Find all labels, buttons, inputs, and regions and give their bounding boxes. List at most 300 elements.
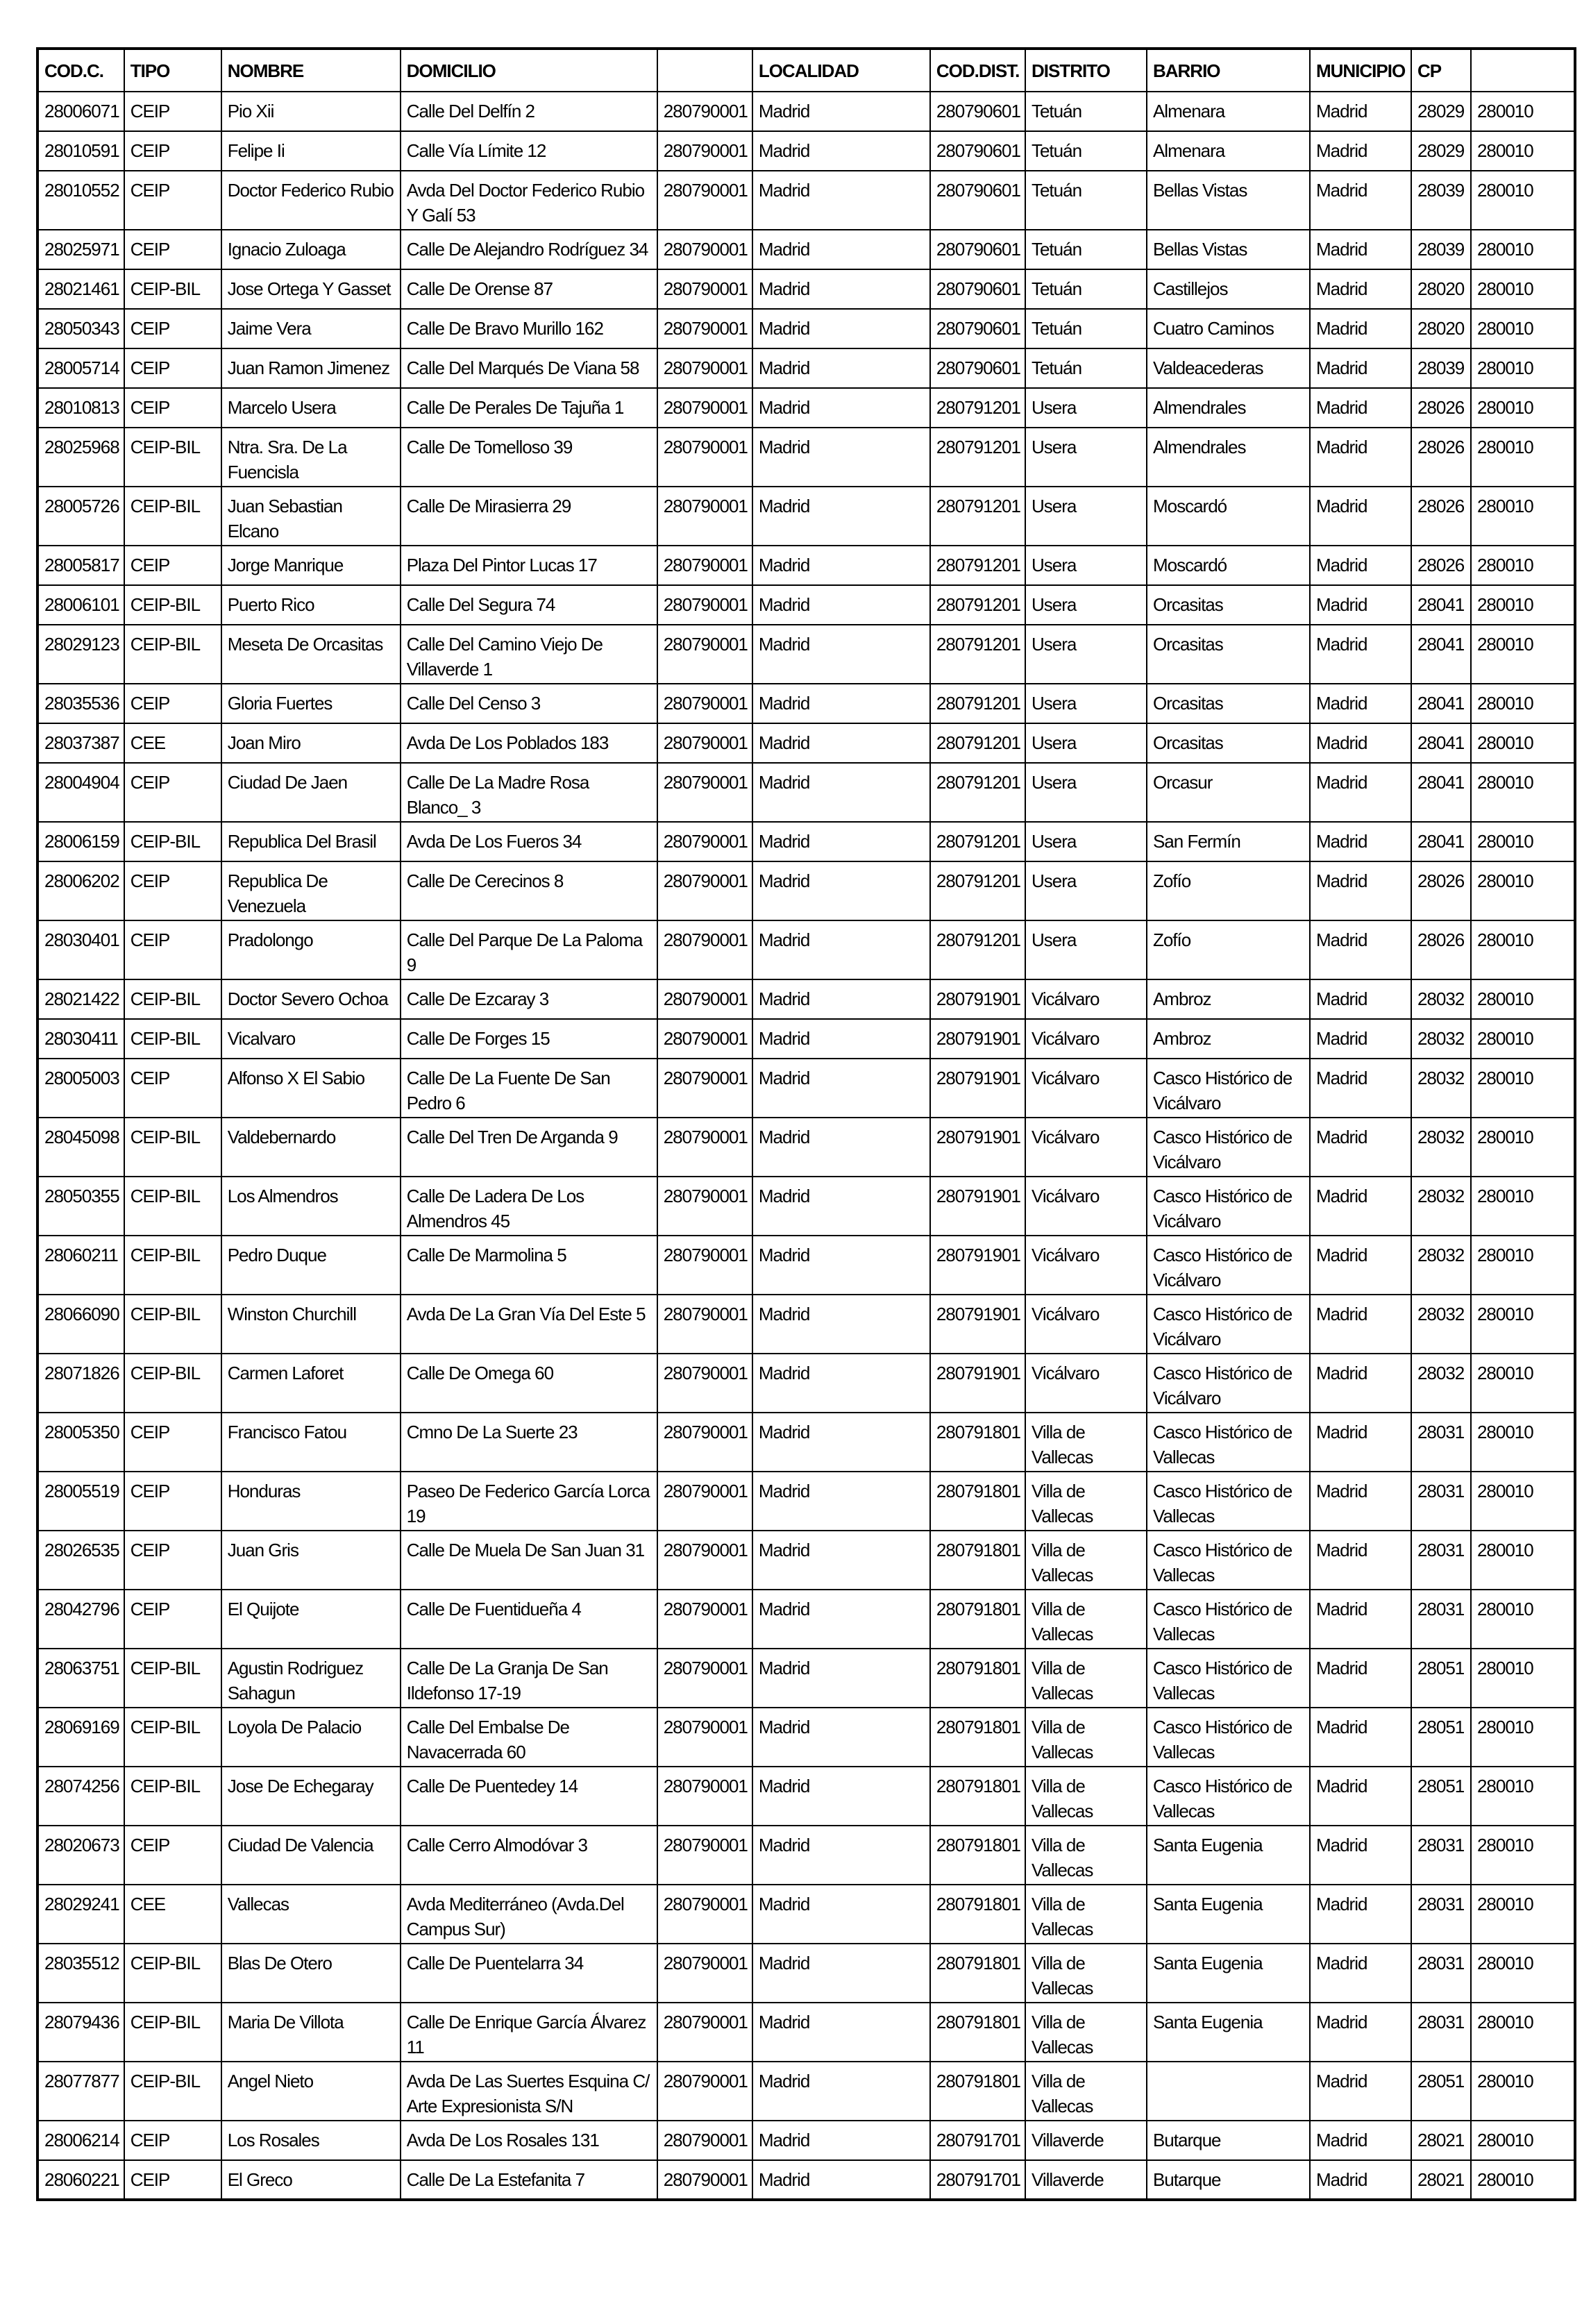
table-row: [37, 1767, 1575, 1826]
cell-cod_2: 280010: [1471, 1531, 1575, 1590]
cell-domicilio: Calle De La Madre Rosa Blanco_ 3: [401, 763, 657, 822]
cell-barrio: [1147, 2062, 1310, 2121]
cell-cp: 28031: [1411, 2003, 1471, 2062]
cell-cod_c: 28079436: [37, 2003, 124, 2062]
cell-nombre: Republica De Venezuela: [221, 861, 401, 920]
cell-cod_dist: 280791201: [930, 388, 1025, 428]
cell-tipo: CEIP: [124, 230, 221, 269]
cell-municipio: Madrid: [1310, 1236, 1411, 1295]
cell-barrio: Moscardó: [1147, 487, 1310, 546]
cell-domicilio: Cmno De La Suerte 23: [401, 1413, 657, 1472]
cell-distrito: Usera: [1025, 625, 1147, 684]
cell-domicilio: Calle De Alejandro Rodríguez 34: [401, 230, 657, 269]
cell-cod_2: 280010: [1471, 2003, 1575, 2062]
cell-barrio: Casco Histórico de Vallecas: [1147, 1767, 1310, 1826]
cell-nombre: Maria De Villota: [221, 2003, 401, 2062]
cell-distrito: Usera: [1025, 585, 1147, 625]
cell-barrio: Almenara: [1147, 131, 1310, 171]
cell-localidad: Madrid: [752, 428, 930, 487]
cell-municipio: Madrid: [1310, 723, 1411, 763]
cell-cod_local: 280790001: [657, 625, 752, 684]
cell-domicilio: Calle De Muela De San Juan 31: [401, 1531, 657, 1590]
cell-municipio: Madrid: [1310, 269, 1411, 309]
cell-nombre: Marcelo Usera: [221, 388, 401, 428]
cell-cod_dist: 280791901: [930, 1059, 1025, 1118]
table-row: [37, 171, 1575, 230]
cell-cod_c: 28050355: [37, 1177, 124, 1236]
cell-cod_dist: 280791801: [930, 1944, 1025, 2003]
cell-domicilio: Calle Del Tren De Arganda 9: [401, 1118, 657, 1177]
cell-cod_dist: 280791701: [930, 2121, 1025, 2160]
cell-cod_dist: 280791201: [930, 585, 1025, 625]
cell-tipo: CEIP: [124, 388, 221, 428]
cell-cod_c: 28005003: [37, 1059, 124, 1118]
cell-tipo: CEIP: [124, 1472, 221, 1531]
table-row: [37, 1177, 1575, 1236]
cell-domicilio: Calle De Ladera De Los Almendros 45: [401, 1177, 657, 1236]
cell-domicilio: Calle De Puentedey 14: [401, 1767, 657, 1826]
cell-cod_dist: 280791201: [930, 920, 1025, 979]
cell-cod_dist: 280791201: [930, 546, 1025, 585]
cell-localidad: Madrid: [752, 171, 930, 230]
cell-nombre: Los Rosales: [221, 2121, 401, 2160]
cell-barrio: Orcasitas: [1147, 723, 1310, 763]
cell-tipo: CEIP-BIL: [124, 1767, 221, 1826]
cell-cp: 28026: [1411, 861, 1471, 920]
cell-cod_2: 280010: [1471, 1354, 1575, 1413]
cell-cod_dist: 280791201: [930, 428, 1025, 487]
cell-distrito: Tetuán: [1025, 92, 1147, 131]
cell-cod_local: 280790001: [657, 1944, 752, 2003]
cell-nombre: Pio Xii: [221, 92, 401, 131]
cell-cod_local: 280790001: [657, 131, 752, 171]
cell-municipio: Madrid: [1310, 230, 1411, 269]
table-row: [37, 546, 1575, 585]
table-row: [37, 487, 1575, 546]
cell-localidad: Madrid: [752, 131, 930, 171]
column-header-domicilio: DOMICILIO: [401, 49, 657, 92]
cell-domicilio: Calle De Marmolina 5: [401, 1236, 657, 1295]
table-row: [37, 979, 1575, 1019]
cell-nombre: Angel Nieto: [221, 2062, 401, 2121]
cell-cod_c: 28020673: [37, 1826, 124, 1885]
cell-barrio: Casco Histórico de Vallecas: [1147, 1531, 1310, 1590]
cell-cod_2: 280010: [1471, 269, 1575, 309]
cell-municipio: Madrid: [1310, 309, 1411, 348]
cell-barrio: Almenara: [1147, 92, 1310, 131]
cell-municipio: Madrid: [1310, 1472, 1411, 1531]
cell-localidad: Madrid: [752, 1944, 930, 2003]
cell-cod_dist: 280791801: [930, 1472, 1025, 1531]
cell-domicilio: Calle De Omega 60: [401, 1354, 657, 1413]
cell-cod_dist: 280791801: [930, 1531, 1025, 1590]
cell-cod_c: 28006214: [37, 2121, 124, 2160]
cell-domicilio: Avda Del Doctor Federico Rubio Y Galí 53: [401, 171, 657, 230]
column-header-distrito: DISTRITO: [1025, 49, 1147, 92]
cell-localidad: Madrid: [752, 1708, 930, 1767]
cell-cod_local: 280790001: [657, 1472, 752, 1531]
cell-cod_c: 28050343: [37, 309, 124, 348]
cell-cod_local: 280790001: [657, 2160, 752, 2200]
cell-barrio: Casco Histórico de Vicálvaro: [1147, 1177, 1310, 1236]
column-header-blank-1: [657, 49, 752, 92]
cell-domicilio: Calle Del Camino Viejo De Villaverde 1: [401, 625, 657, 684]
cell-nombre: Puerto Rico: [221, 585, 401, 625]
cell-municipio: Madrid: [1310, 131, 1411, 171]
cell-cod_dist: 280791901: [930, 1236, 1025, 1295]
cell-nombre: Joan Miro: [221, 723, 401, 763]
cell-nombre: Los Almendros: [221, 1177, 401, 1236]
cell-domicilio: Calle De La Granja De San Ildefonso 17-19: [401, 1649, 657, 1708]
cell-barrio: Casco Histórico de Vallecas: [1147, 1649, 1310, 1708]
table-row: [37, 1885, 1575, 1944]
cell-cod_c: 28026535: [37, 1531, 124, 1590]
cell-cp: 28026: [1411, 546, 1471, 585]
cell-cod_2: 280010: [1471, 979, 1575, 1019]
cell-distrito: Usera: [1025, 388, 1147, 428]
cell-cod_dist: 280790601: [930, 269, 1025, 309]
column-header-municipio: MUNICIPIO: [1310, 49, 1411, 92]
cell-cod_local: 280790001: [657, 230, 752, 269]
cell-domicilio: Calle Del Embalse De Navacerrada 60: [401, 1708, 657, 1767]
cell-cp: 28039: [1411, 230, 1471, 269]
table-row: [37, 723, 1575, 763]
cell-cp: 28031: [1411, 1885, 1471, 1944]
cell-nombre: Francisco Fatou: [221, 1413, 401, 1472]
cell-cod_local: 280790001: [657, 1236, 752, 1295]
cell-cod_2: 280010: [1471, 1590, 1575, 1649]
cell-cod_2: 280010: [1471, 723, 1575, 763]
cell-distrito: Usera: [1025, 546, 1147, 585]
cell-municipio: Madrid: [1310, 388, 1411, 428]
cell-localidad: Madrid: [752, 1649, 930, 1708]
cell-tipo: CEE: [124, 723, 221, 763]
cell-tipo: CEIP: [124, 2160, 221, 2200]
table-row: [37, 625, 1575, 684]
cell-cp: 28026: [1411, 487, 1471, 546]
cell-cp: 28039: [1411, 171, 1471, 230]
cell-cod_dist: 280791201: [930, 723, 1025, 763]
cell-localidad: Madrid: [752, 309, 930, 348]
cell-cod_c: 28021461: [37, 269, 124, 309]
cell-barrio: Casco Histórico de Vallecas: [1147, 1590, 1310, 1649]
cell-municipio: Madrid: [1310, 1019, 1411, 1059]
cell-localidad: Madrid: [752, 1413, 930, 1472]
cell-municipio: Madrid: [1310, 1649, 1411, 1708]
table-row: [37, 1944, 1575, 2003]
table-row: [37, 1236, 1575, 1295]
column-header-barrio: BARRIO: [1147, 49, 1310, 92]
cell-barrio: Casco Histórico de Vallecas: [1147, 1708, 1310, 1767]
cell-barrio: Casco Histórico de Vallecas: [1147, 1472, 1310, 1531]
cell-cod_c: 28030401: [37, 920, 124, 979]
cell-localidad: Madrid: [752, 625, 930, 684]
cell-domicilio: Calle De Cerecinos 8: [401, 861, 657, 920]
cell-cod_dist: 280790601: [930, 348, 1025, 388]
table-row: [37, 763, 1575, 822]
cell-localidad: Madrid: [752, 388, 930, 428]
cell-cod_dist: 280790601: [930, 131, 1025, 171]
table-row: [37, 1531, 1575, 1590]
cell-localidad: Madrid: [752, 1590, 930, 1649]
column-header-cod-dist: COD.DIST.: [930, 49, 1025, 92]
cell-cod_2: 280010: [1471, 1295, 1575, 1354]
cell-cod_local: 280790001: [657, 388, 752, 428]
cell-cod_2: 280010: [1471, 1177, 1575, 1236]
cell-cod_c: 28006202: [37, 861, 124, 920]
cell-cod_local: 280790001: [657, 1019, 752, 1059]
cell-tipo: CEIP-BIL: [124, 1649, 221, 1708]
cell-distrito: Usera: [1025, 723, 1147, 763]
table-row: [37, 388, 1575, 428]
cell-cod_c: 28071826: [37, 1354, 124, 1413]
header-row: [37, 49, 1575, 92]
cell-municipio: Madrid: [1310, 684, 1411, 723]
cell-cod_2: 280010: [1471, 920, 1575, 979]
cell-municipio: Madrid: [1310, 428, 1411, 487]
cell-cod_2: 280010: [1471, 1472, 1575, 1531]
cell-tipo: CEIP-BIL: [124, 1944, 221, 2003]
table-row: [37, 1354, 1575, 1413]
cell-distrito: Tetuán: [1025, 348, 1147, 388]
table-row: [37, 822, 1575, 861]
cell-cod_dist: 280791201: [930, 487, 1025, 546]
cell-cod_dist: 280791801: [930, 1649, 1025, 1708]
cell-cod_dist: 280791801: [930, 1708, 1025, 1767]
cell-tipo: CEIP: [124, 861, 221, 920]
table-row: [37, 920, 1575, 979]
cell-domicilio: Calle De Orense 87: [401, 269, 657, 309]
cell-barrio: Santa Eugenia: [1147, 1885, 1310, 1944]
cell-barrio: Santa Eugenia: [1147, 1826, 1310, 1885]
cell-domicilio: Calle De Forges 15: [401, 1019, 657, 1059]
cell-tipo: CEIP-BIL: [124, 1295, 221, 1354]
cell-cp: 28041: [1411, 585, 1471, 625]
cell-cod_dist: 280791801: [930, 1885, 1025, 1944]
cell-cod_c: 28025971: [37, 230, 124, 269]
table-row: [37, 2003, 1575, 2062]
cell-barrio: Moscardó: [1147, 546, 1310, 585]
cell-barrio: Casco Histórico de Vicálvaro: [1147, 1354, 1310, 1413]
cell-tipo: CEIP: [124, 1590, 221, 1649]
cell-cp: 28032: [1411, 1118, 1471, 1177]
cell-nombre: El Quijote: [221, 1590, 401, 1649]
cell-domicilio: Avda De Las Suertes Esquina C/ Arte Expresionista S/N: [401, 2062, 657, 2121]
cell-cp: 28020: [1411, 269, 1471, 309]
cell-distrito: Villa de Vallecas: [1025, 1649, 1147, 1708]
cell-municipio: Madrid: [1310, 171, 1411, 230]
cell-nombre: Agustin Rodriguez Sahagun: [221, 1649, 401, 1708]
table-row: [37, 92, 1575, 131]
cell-barrio: Santa Eugenia: [1147, 1944, 1310, 2003]
cell-cod_dist: 280790601: [930, 230, 1025, 269]
table-body: [37, 92, 1575, 2200]
cell-cod_2: 280010: [1471, 1708, 1575, 1767]
cell-cod_2: 280010: [1471, 348, 1575, 388]
cell-domicilio: Avda De Los Rosales 131: [401, 2121, 657, 2160]
cell-cod_c: 28060211: [37, 1236, 124, 1295]
cell-distrito: Usera: [1025, 684, 1147, 723]
cell-barrio: Orcasitas: [1147, 625, 1310, 684]
cell-distrito: Usera: [1025, 920, 1147, 979]
cell-barrio: San Fermín: [1147, 822, 1310, 861]
cell-cod_local: 280790001: [657, 1177, 752, 1236]
cell-distrito: Villa de Vallecas: [1025, 1413, 1147, 1472]
cell-cp: 28031: [1411, 1472, 1471, 1531]
cell-domicilio: Calle De Ezcaray 3: [401, 979, 657, 1019]
cell-cod_local: 280790001: [657, 487, 752, 546]
cell-municipio: Madrid: [1310, 585, 1411, 625]
cell-cod_c: 28063751: [37, 1649, 124, 1708]
cell-barrio: Casco Histórico de Vicálvaro: [1147, 1059, 1310, 1118]
cell-tipo: CEE: [124, 1885, 221, 1944]
cell-cod_2: 280010: [1471, 309, 1575, 348]
cell-domicilio: Calle De Puentelarra 34: [401, 1944, 657, 2003]
cell-cod_2: 280010: [1471, 388, 1575, 428]
cell-domicilio: Calle Del Marqués De Viana 58: [401, 348, 657, 388]
cell-domicilio: Calle Cerro Almodóvar 3: [401, 1826, 657, 1885]
cell-localidad: Madrid: [752, 1767, 930, 1826]
cell-cod_local: 280790001: [657, 1708, 752, 1767]
column-header-tipo: TIPO: [124, 49, 221, 92]
cell-domicilio: Calle De Enrique García Álvarez 11: [401, 2003, 657, 2062]
cell-cod_c: 28030411: [37, 1019, 124, 1059]
cell-domicilio: Paseo De Federico García Lorca 19: [401, 1472, 657, 1531]
cell-cp: 28026: [1411, 388, 1471, 428]
cell-localidad: Madrid: [752, 1885, 930, 1944]
table-row: [37, 2121, 1575, 2160]
cell-cod_c: 28029241: [37, 1885, 124, 1944]
table-row: [37, 1649, 1575, 1708]
cell-barrio: Zofío: [1147, 861, 1310, 920]
cell-municipio: Madrid: [1310, 822, 1411, 861]
cell-distrito: Villa de Vallecas: [1025, 1472, 1147, 1531]
cell-nombre: Jaime Vera: [221, 309, 401, 348]
cell-distrito: Villa de Vallecas: [1025, 1885, 1147, 1944]
cell-cod_2: 280010: [1471, 822, 1575, 861]
cell-cod_2: 280010: [1471, 861, 1575, 920]
cell-cod_2: 280010: [1471, 2160, 1575, 2200]
cell-distrito: Villa de Vallecas: [1025, 1590, 1147, 1649]
cell-cod_c: 28006159: [37, 822, 124, 861]
table-row: [37, 269, 1575, 309]
cell-cod_dist: 280791901: [930, 1019, 1025, 1059]
cell-localidad: Madrid: [752, 1826, 930, 1885]
cell-cp: 28021: [1411, 2121, 1471, 2160]
cell-tipo: CEIP: [124, 684, 221, 723]
table-row: [37, 1590, 1575, 1649]
cell-distrito: Villa de Vallecas: [1025, 1826, 1147, 1885]
cell-barrio: Bellas Vistas: [1147, 230, 1310, 269]
cell-cp: 28026: [1411, 428, 1471, 487]
cell-cod_dist: 280791901: [930, 1295, 1025, 1354]
column-header-blank-2: [1471, 49, 1575, 92]
cell-localidad: Madrid: [752, 269, 930, 309]
cell-tipo: CEIP: [124, 763, 221, 822]
cell-municipio: Madrid: [1310, 2121, 1411, 2160]
table-row: [37, 428, 1575, 487]
cell-localidad: Madrid: [752, 1295, 930, 1354]
cell-cod_c: 28066090: [37, 1295, 124, 1354]
cell-localidad: Madrid: [752, 2003, 930, 2062]
cell-distrito: Villa de Vallecas: [1025, 2062, 1147, 2121]
cell-municipio: Madrid: [1310, 1295, 1411, 1354]
cell-domicilio: Calle De Fuentidueña 4: [401, 1590, 657, 1649]
cell-localidad: Madrid: [752, 230, 930, 269]
table-row: [37, 1708, 1575, 1767]
table-row: [37, 1826, 1575, 1885]
cell-distrito: Usera: [1025, 763, 1147, 822]
table-row: [37, 1059, 1575, 1118]
cell-cod_local: 280790001: [657, 684, 752, 723]
table-row: [37, 348, 1575, 388]
cell-cp: 28032: [1411, 1177, 1471, 1236]
cell-nombre: Meseta De Orcasitas: [221, 625, 401, 684]
cell-cp: 28041: [1411, 723, 1471, 763]
cell-cod_2: 280010: [1471, 1413, 1575, 1472]
cell-cod_c: 28029123: [37, 625, 124, 684]
cell-nombre: Gloria Fuertes: [221, 684, 401, 723]
cell-cod_local: 280790001: [657, 269, 752, 309]
cell-cod_2: 280010: [1471, 546, 1575, 585]
column-header-nombre: NOMBRE: [221, 49, 401, 92]
cell-cp: 28032: [1411, 1236, 1471, 1295]
cell-nombre: Ciudad De Jaen: [221, 763, 401, 822]
cell-cod_local: 280790001: [657, 1295, 752, 1354]
cell-cod_local: 280790001: [657, 2121, 752, 2160]
cell-cod_2: 280010: [1471, 1649, 1575, 1708]
cell-nombre: Ciudad De Valencia: [221, 1826, 401, 1885]
cell-distrito: Vicálvaro: [1025, 1354, 1147, 1413]
cell-cp: 28051: [1411, 1649, 1471, 1708]
cell-distrito: Vicálvaro: [1025, 1059, 1147, 1118]
cell-localidad: Madrid: [752, 1177, 930, 1236]
cell-cod_dist: 280791901: [930, 1177, 1025, 1236]
cell-cod_dist: 280791701: [930, 2160, 1025, 2200]
cell-cod_dist: 280790601: [930, 309, 1025, 348]
cell-cod_c: 28005519: [37, 1472, 124, 1531]
cell-cod_dist: 280791801: [930, 2062, 1025, 2121]
table-row: [37, 1413, 1575, 1472]
cell-distrito: Villa de Vallecas: [1025, 1531, 1147, 1590]
cell-domicilio: Calle Del Delfín 2: [401, 92, 657, 131]
cell-distrito: Tetuán: [1025, 230, 1147, 269]
cell-cod_local: 280790001: [657, 2003, 752, 2062]
cell-domicilio: Calle De La Fuente De San Pedro 6: [401, 1059, 657, 1118]
cell-municipio: Madrid: [1310, 2003, 1411, 2062]
cell-municipio: Madrid: [1310, 2160, 1411, 2200]
cell-cp: 28031: [1411, 1590, 1471, 1649]
cell-cod_c: 28035536: [37, 684, 124, 723]
cell-barrio: Santa Eugenia: [1147, 2003, 1310, 2062]
cell-tipo: CEIP: [124, 920, 221, 979]
table-row: [37, 684, 1575, 723]
cell-localidad: Madrid: [752, 1019, 930, 1059]
cell-distrito: Villa de Vallecas: [1025, 1944, 1147, 2003]
cell-cp: 28039: [1411, 348, 1471, 388]
cell-nombre: Honduras: [221, 1472, 401, 1531]
cell-cod_2: 280010: [1471, 763, 1575, 822]
cell-localidad: Madrid: [752, 2160, 930, 2200]
cell-barrio: Casco Histórico de Vicálvaro: [1147, 1118, 1310, 1177]
cell-barrio: Casco Histórico de Vicálvaro: [1147, 1295, 1310, 1354]
cell-cod_dist: 280790601: [930, 171, 1025, 230]
table-row: [37, 585, 1575, 625]
cell-barrio: Orcasur: [1147, 763, 1310, 822]
cell-cod_2: 280010: [1471, 487, 1575, 546]
cell-barrio: Orcasitas: [1147, 585, 1310, 625]
cell-barrio: Butarque: [1147, 2121, 1310, 2160]
